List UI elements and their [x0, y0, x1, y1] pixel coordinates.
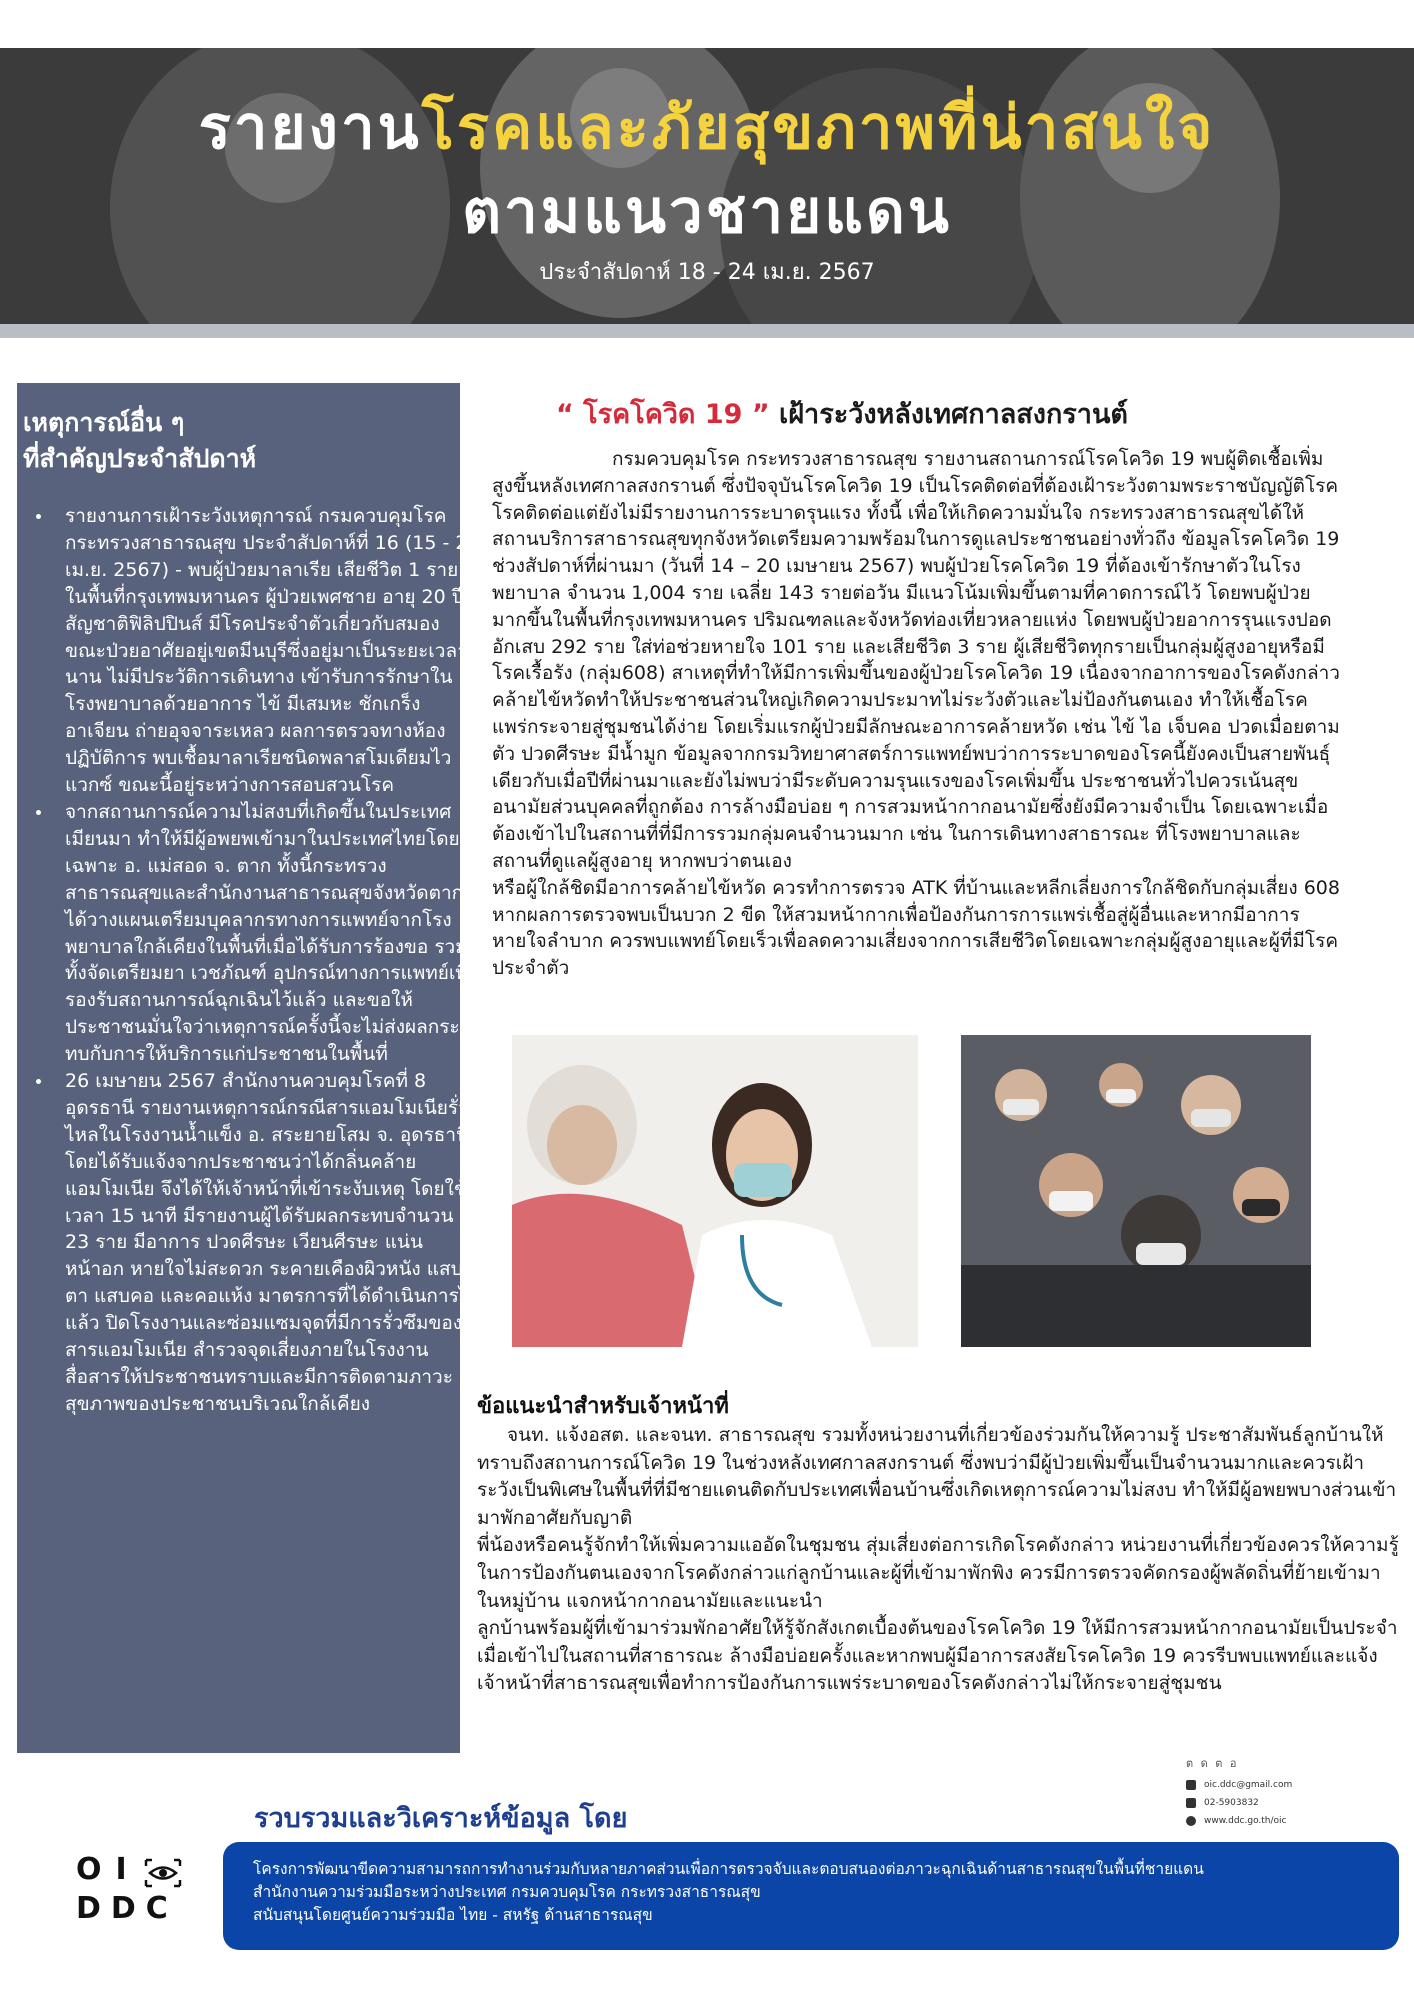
- title-white-part: รายงาน: [198, 93, 422, 163]
- header-banner: [0, 48, 1414, 324]
- sidebar-heading-line2: ที่สำคัญประจำสัปดาห์: [23, 444, 257, 473]
- compiled-by-heading: รวบรวมและวิเคราะห์ข้อมูล โดย: [254, 1803, 628, 1834]
- article-body: [492, 446, 1342, 982]
- phone-icon: [1186, 1798, 1196, 1808]
- logo-line1: OI: [76, 1852, 141, 1887]
- title-highlight-part: โรคและภัยสุขภาพที่น่าสนใจ: [421, 93, 1216, 163]
- contact-phone-row: [1186, 1794, 1346, 1812]
- eye-logo-icon: [144, 1858, 182, 1888]
- contact-website-row: [1186, 1812, 1346, 1830]
- page-title: [0, 86, 1414, 254]
- advice-heading: ข้อแนะนำสำหรับเจ้าหน้าที่: [477, 1394, 729, 1419]
- advice-paragraph: จนท. แจ้งอสต. และจนท. สาธารณสุข รวมทั้งหน่วยงานที่เกี่ยวข้องร่วมกันให้ความรู้ ประชาสัมพันธ์ลูกบ้านให้ทราบถึงสถานการณ์โควิด 19 ในช่วงหลังเทศกาลสงกรานต์ ซึ่งพบว่ามีผู้ป่วยเพิ่มขึ้นเป็นจำนวนมากและควรเฝ้าระวังเป็นพิเศษในพื้นที่ที่มีชายแดนติดกับประเทศเพื่อนบ้านซึ่งเกิดเหตุการณ์ความไม่สงบ ทำให้มีผู้อพยพบางส่วนเข้ามาพักอาศัยกับญาติ: [477, 1424, 1397, 1529]
- globe-icon: [1186, 1816, 1196, 1826]
- sidebar-event-item: • 26 เมษายน 2567 สำนักงานควบคุมโรคที่ 8 อุดรธานี รายงานเหตุการณ์กรณีสารแอมโมเนียรั่วไหลในโรงงานน้ำแข็ง อ. สระยายโสม จ. อุดรธานี โดยได้รับแจ้งจากประชาชนว่าได้กลิ่นคล้ายแอมโมเนีย จึงได้ให้เจ้าหน้าที่เข้าระงับเหตุ โดยใช้เวลา 15 นาที มีรายงานผู้ได้รับผลกระทบจำนวน 23 ราย มีอาการ ปวดศีรษะ เวียนศีรษะ แน่นหน้าอก หายใจไม่สะดวก ระคายเคืองผิวหนัง แสบตา แสบคอ และคอแห้ง มาตรการที่ได้ดำเนินการไปแล้ว ปิดโรงงานและซ่อมแซมจุดที่มีการรั่วซึมของสารแอมโมเนีย สำรวจจุดเสี่ยงภายในโรงงาน สื่อสารให้ประชาชนทราบและมีการติดตามภาวะสุขภาพของประชาชนบริเวณใกล้เคียง: [53, 1068, 481, 1418]
- article-title: [556, 392, 1276, 435]
- sidebar-heading: [23, 405, 453, 477]
- crowd-masks-photo: [961, 1035, 1311, 1347]
- advice-paragraph: ลูกบ้านพร้อมผู้ที่เข้ามาร่วมพักอาศัยให้รู้จักสังเกตเบื้องต้นของโรคโควิด 19 ให้มีการสวมหน้ากากอนามัยเป็นประจำเมื่อเข้าไปในสถานที่สาธารณะ ล้างมือบ่อยครั้งและหากพบผู้มีอาการสงสัยโรคโควิด 19 ควรรีบพบแพทย์และแจ้งเจ้าหน้าที่สาธารณสุขเพื่อทำการป้องกันการแพร่ระบาดของโรคดังกล่าวไม่ให้กระจายสู่ชุมชน: [477, 1617, 1398, 1695]
- contact-phone: 02-5903832: [1204, 1798, 1259, 1808]
- article-title-rest: เฝ้าระวังหลังเทศกาลสงกรานต์: [769, 399, 1128, 430]
- contact-website[interactable]: www.ddc.go.th/oic: [1204, 1816, 1287, 1826]
- article-title-quoted: “ โรคโควิด 19 ”: [556, 399, 770, 430]
- sidebar-other-events: [17, 383, 481, 1753]
- contact-brand: ต ด ต อ: [1186, 1757, 1239, 1770]
- article-paragraph: กรมควบคุมโรค กระทรวงสาธารณสุข รายงานสถานการณ์โรคโควิด 19 พบผู้ติดเชื้อเพิ่มสูงขึ้นหลังเทศกาลสงกรานต์ ซึ่งปัจจุบันโรคโควิด 19 เป็นโรคติดต่อที่ต้องเฝ้าระวังตามพระราชบัญญัติโรคโรคติดต่อแต่ยังไม่มีรายงานการระบาดรุนแรง ทั้งนี้ เพื่อให้เกิดความมั่นใจ กระทรวงสาธารณสุขได้ให้สถานบริการสาธารณสุขทุกจังหวัดเตรียมความพร้อมในการดูแลประชาชนอย่างทั่วถึง ข้อมูลโรคโควิด 19 ช่วงสัปดาห์ที่ผ่านมา (วันที่ 14 – 20 เมษายน 2567) พบผู้ป่วยโรคโควิด 19 ที่ต้องเข้ารักษาตัวในโรงพยาบาล จำนวน 1,004 ราย เฉลี่ย 143 รายต่อวัน มีแนวโน้มเพิ่มขึ้นตามที่คาดการณ์ไว้ โดยพบผู้ป่วยมากขึ้นในพื้นที่กรุงเทพมหานคร ปริมณฑลและจังหวัดท่องเที่ยวหลายแห่ง โดยพบผู้ป่วยอาการรุนแรงปอดอักเสบ 292 ราย ใส่ท่อช่วยหายใจ 101 ราย และเสียชีวิต 3 ราย ผู้เสียชีวิตทุกรายเป็นกลุ่มผู้สูงอายุหรือมีโรคเรื้อรัง (กลุ่ม608) สาเหตุที่ทำให้มีการเพิ่มขึ้นของผู้ป่วยโรคโควิด 19 เนื่องจากอาการของโรคดังกล่าวคล้ายไข้หวัดทำให้ประชาชนส่วนใหญ่เกิดความประมาทไม่ระวังตัวและไม่ป้องกันตนเอง ทำให้เชื้อโรคแพร่กระจายสู่ชุมชนได้ง่าย โดยเริ่มแรกผู้ป่วยมีลักษณะอาการคล้ายหวัด เช่น ไข้ ไอ เจ็บคอ ปวดเมื่อยตามตัว ปวดศีรษะ มีน้ำมูก ข้อมูลจากกรมวิทยาศาสตร์การแพทย์พบว่าการระบาดของโรคนี้ยังคงเป็นสายพันธุ์เดียวกับเมื่อปีที่ผ่านมาและยังไม่พบว่ามีระดับความรุนแรงของโรคเพิ่มขึ้น ประชาชนทั่วไปควรเน้นสุขอนามัยส่วนบุคคลที่ถูกต้อง การล้างมือบ่อย ๆ การสวมหน้ากากอนามัยซึ่งยังมีความจำเป็น โดยเฉพาะเมื่อต้องเข้าไปในสถานที่ที่มีการรวมกลุ่มคนจำนวนมาก เช่น ในการเดินทางสาธารณะ ที่โรงพยาบาลและสถานที่ดูแลผู้สูงอายุ หากพบว่าตนเอง: [492, 448, 1340, 872]
- footer-project-box: [223, 1842, 1399, 1950]
- email-icon: [1186, 1780, 1196, 1790]
- advice-paragraph: พี่น้องหรือคนรู้จักทำให้เพิ่มความแออัดในชุมชน สุ่มเสี่ยงต่อการเกิดโรคดังกล่าว หน่วยงานที่เกี่ยวข้องควรให้ความรู้ในการป้องกันตนเองจากโรคดังกล่าวแก่ลูกบ้านและผู้ที่เข้ามาพักพิง ควรมีการตรวจคัดกรองผู้พลัดถิ่นที่ย้ายเข้ามาในหมู่บ้าน แจกหน้ากากอนามัยและแนะนำ: [477, 1534, 1399, 1612]
- oic-ddc-logo: [76, 1852, 196, 1926]
- footer-line: โครงการพัฒนาขีดความสามารถการทำงานร่วมกับหลายภาคส่วนเพื่อการตรวจจับและตอบสนองต่อภาวะฉุกเฉินด้านสาธารณสุขในพื้นที่ชายแดน: [253, 1860, 1204, 1878]
- sidebar-event-item: • จากสถานการณ์ความไม่สงบที่เกิดขึ้นในประเทศเมียนมา ทำให้มีผู้อพยพเข้ามาในประเทศไทยโดยเฉพาะ อ. แม่สอด จ. ตาก ทั้งนี้กระทรวงสาธารณสุขและสำนักงานสาธารณสุขจังหวัดตาก ได้วางแผนเตรียมบุคลากรทางการแพทย์จากโรงพยาบาลใกล้เคียงในพื้นที่เมื่อได้รับการร้องขอ รวมทั้งจัดเตรียมยา เวชภัณฑ์ อุปกรณ์ทางการแพทย์เพื่อรองรับสถานการณ์ฉุกเฉินไว้แล้ว และขอให้ประชาชนมั่นใจว่าเหตุการณ์ครั้งนี้จะไม่ส่งผลกระทบกับการให้บริการแก่ประชาชนในพื้นที่: [53, 799, 481, 1068]
- article-paragraph: หรือผู้ใกล้ชิดมีอาการคล้ายไข้หวัด ควรทำการตรวจ ATK ที่บ้านและหลีกเลี่ยงการใกล้ชิดกับกลุ่มเสี่ยง 608 หากผลการตรวจพบเป็นบวก 2 ขีด ให้สวมหน้ากากเพื่อป้องกันการการแพร่เชื้อสู่ผู้อื่นและหากมีอาการหายใจลำบาก ควรพบแพทย์โดยเร็วเพื่อลดความเสี่ยงจากการเสียชีวิตโดยเฉพาะกลุ่มผู้สูงอายุและผู้ที่มีโรคประจำตัว: [492, 876, 1340, 980]
- logo-line2: DDC: [76, 1891, 178, 1926]
- sidebar-event-item: • รายงานการเฝ้าระวังเหตุการณ์ กรมควบคุมโรค กระทรวงสาธารณสุข ประจำสัปดาห์ที่ 16 (15 - 21 เม.ย. 2567) - พบผู้ป่วยมาลาเรีย เสียชีวิต 1 ราย ในพื้นที่กรุงเทพมหานคร ผู้ป่วยเพศชาย อายุ 20 ปี สัญชาติฟิลิปปินส์ มีโรคประจำตัวเกี่ยวกับสมอง ขณะป่วยอาศัยอยู่เขตมีนบุรีซึ่งอยู่มาเป็นระยะเวลานาน ไม่มีประวัติการเดินทาง เข้ารับการรักษาในโรงพยาบาลด้วยอาการ ไข้ มีเสมหะ ชักเกร็ง อาเจียน ถ่ายอุจจาระเหลว ผลการตรวจทางห้องปฏิบัติการ พบเชื้อมาลาเรียชนิดพลาสโมเดียมไวแวกซ์ ขณะนี้อยู่ระหว่างการสอบสวนโรค: [53, 503, 481, 799]
- doctor-patient-photo: [512, 1035, 918, 1347]
- title-line2: ตามแนวชายแดน: [462, 177, 952, 247]
- contact-email[interactable]: oic.ddc@gmail.com: [1204, 1780, 1293, 1790]
- sidebar-heading-line1: เหตุการณ์อื่น ๆ: [23, 408, 185, 437]
- footer-line: สนับสนุนโดยศูนย์ความร่วมมือ ไทย - สหรัฐ ด้านสาธารณสุข: [253, 1906, 653, 1924]
- sidebar-event-list: [37, 503, 481, 1418]
- page-subtitle: ประจำสัปดาห์ 18 - 24 เม.ย. 2567: [539, 260, 875, 285]
- banner-divider: [0, 324, 1414, 338]
- advice-body: [477, 1422, 1399, 1698]
- contact-block: [1186, 1754, 1346, 1830]
- contact-email-row: [1186, 1776, 1346, 1794]
- footer-line: สำนักงานความร่วมมือระหว่างประเทศ กรมควบคุมโรค กระทรวงสาธารณสุข: [253, 1883, 761, 1901]
